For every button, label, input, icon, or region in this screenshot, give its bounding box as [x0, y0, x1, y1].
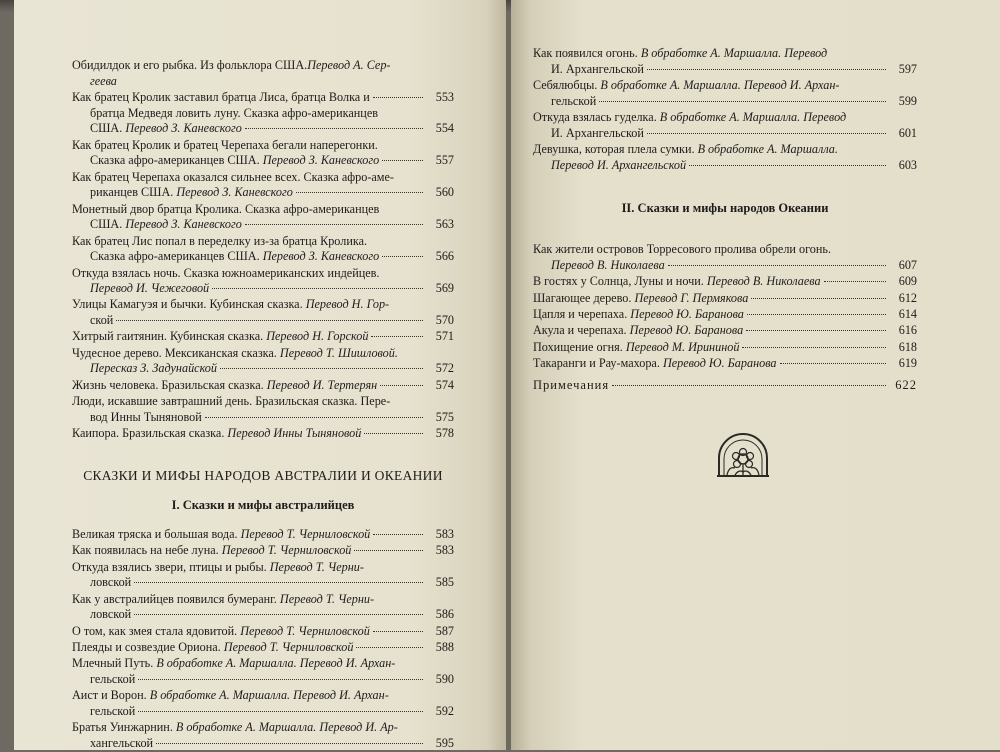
line-text: И. Архангельской: [551, 61, 644, 76]
line-text: Перевод В. Николаева: [551, 257, 665, 272]
entry-line: [533, 62, 917, 78]
entry-line: [72, 543, 454, 559]
page-number: 597: [898, 61, 917, 76]
line-text: Как братец Кролик заставил братца Лиса, братца Волка и: [72, 89, 370, 104]
page-number: 587: [435, 623, 454, 638]
leader-dots: [220, 368, 423, 369]
line-text: братца Медведя ловить луну. Сказка афро-американцев: [90, 105, 378, 120]
line-text: Как появилась на небе луна. Перевод Т. Черниловской: [72, 543, 352, 558]
leader-dots: [647, 133, 886, 134]
page-number: 588: [435, 639, 454, 654]
page-number: 616: [898, 323, 917, 338]
entry-line: [72, 138, 454, 154]
line-text: Сказка афро-американцев США. Перевод З. Каневского: [90, 249, 380, 264]
page-number: 601: [898, 125, 917, 140]
entry-line: [533, 126, 917, 142]
leader-dots: [382, 160, 423, 161]
leader-dots: [380, 385, 423, 386]
page-number: 566: [435, 249, 454, 264]
toc-entry[interactable]: [533, 242, 917, 273]
entry-line: [72, 736, 454, 752]
page-number: 560: [435, 185, 454, 200]
entry-line: [72, 153, 454, 169]
entry-line: [533, 78, 917, 94]
line-text: Шагающее дерево. Перевод Г. Пермякова: [533, 290, 749, 305]
left-toc: [72, 58, 454, 752]
entry-line: [72, 346, 454, 362]
page-number: 563: [435, 217, 454, 232]
entry-line: [72, 106, 454, 122]
toc-entry[interactable]: [72, 266, 454, 297]
line-text: И. Архангельской: [551, 125, 644, 140]
toc-entry[interactable]: [72, 329, 454, 345]
toc-entry[interactable]: [533, 323, 917, 339]
entry-line: [72, 90, 454, 106]
toc-entry[interactable]: [72, 527, 454, 543]
leader-dots: [212, 288, 423, 289]
entry-line: [72, 410, 454, 426]
line-text: Великая тряска и большая вода. Перевод Т. Черниловской: [72, 526, 371, 541]
line-text: О том, как змея стала ядовитой. Перевод Т. Черниловской: [72, 623, 370, 638]
toc-entry[interactable]: [72, 170, 454, 201]
ornament-icon: [715, 432, 771, 480]
toc-entry[interactable]: [533, 110, 917, 141]
line-text: Как братец Лис попал в переделку из-за братца Кролика.: [72, 233, 368, 248]
entry-line: [72, 361, 454, 377]
toc-entry[interactable]: [533, 46, 917, 77]
leader-dots: [382, 256, 423, 257]
entry-line: [72, 217, 454, 233]
entry-line: [72, 170, 454, 186]
right-page: [511, 0, 1000, 750]
notes-entry[interactable]: [533, 378, 917, 394]
entry-line: [533, 46, 917, 62]
line-text: Перевод И. Чежеговой: [90, 281, 210, 296]
toc-entry[interactable]: [533, 340, 917, 356]
entry-line: [72, 202, 454, 218]
toc-entry[interactable]: [72, 234, 454, 265]
page-number: 578: [435, 426, 454, 441]
line-text: гельской: [90, 671, 136, 686]
toc-entry[interactable]: [72, 426, 454, 442]
leader-dots: [116, 320, 423, 321]
entry-line: [72, 575, 454, 591]
page-number: 569: [435, 281, 454, 296]
line-text: Цапля и черепаха. Перевод Ю. Баранова: [533, 306, 744, 321]
toc-entry[interactable]: [72, 394, 454, 425]
subsection-title: II. Сказки и мифы народов Океании: [621, 201, 829, 216]
leader-dots: [742, 347, 886, 348]
entry-translator: геева: [90, 73, 117, 88]
entry-line: [533, 356, 917, 372]
leader-dots: [373, 631, 423, 632]
toc-entry[interactable]: [72, 378, 454, 394]
entry-line: [72, 297, 454, 313]
line-text: Как братец Черепаха оказался сильнее всех. Сказка афро-аме-: [72, 169, 394, 184]
line-text: ловской: [90, 575, 132, 590]
leader-dots: [599, 101, 886, 102]
leader-dots: [780, 363, 886, 364]
line-text: вод Инны Тыняновой: [90, 409, 202, 424]
line-text: риканцев США. Перевод З. Каневского: [90, 185, 293, 200]
entry-line: [72, 672, 454, 688]
page-number: 571: [435, 329, 454, 344]
line-text: Жизнь человека. Бразильская сказка. Перевод И. Тертерян: [72, 377, 378, 392]
line-text: Улицы Камагуэя и бычки. Кубинская сказка. Перевод Н. Гор-: [72, 297, 390, 312]
entry-line: [72, 592, 454, 608]
entry-line: [72, 378, 454, 394]
line-text: Сказка афро-американцев США. Перевод З. Каневского: [90, 153, 380, 168]
entry-line: [72, 185, 454, 201]
toc-entry[interactable]: [72, 688, 454, 719]
entry-line: [72, 426, 454, 442]
page-number: 570: [435, 313, 454, 328]
entry-line: [533, 274, 917, 290]
leader-dots: [647, 69, 886, 70]
line-text: Монетный двор братца Кролика. Сказка афро-американцев: [72, 201, 380, 216]
line-text: Акула и черепаха. Перевод Ю. Баранова: [533, 323, 744, 338]
leader-dots: [134, 582, 423, 583]
line-text: Люди, искавшие завтрашний день. Бразильская сказка. Пере-: [72, 394, 391, 409]
toc-entry[interactable]: [72, 656, 454, 687]
line-text: Похищение огня. Перевод М. Ирининой: [533, 339, 740, 354]
entry-line: [72, 74, 454, 90]
line-text: Хитрый гаитянин. Кубинская сказка. Перевод Н. Горской: [72, 329, 369, 344]
line-text: США. Перевод З. Каневского: [90, 121, 242, 136]
toc-entry[interactable]: [72, 202, 454, 233]
subsection-title: I. Сказки и мифы австралийцев: [171, 497, 355, 512]
entry-line: [72, 329, 454, 345]
entry-line: [533, 291, 917, 307]
entry-line: [72, 624, 454, 640]
entry-line: [533, 307, 917, 323]
entry-line: [533, 94, 917, 110]
entry-translator: Перевод А. Сер-: [307, 58, 391, 72]
line-text: Как жители островов Торресового пролива обрели огонь.: [533, 242, 831, 257]
line-text: Откуда взялась ночь. Сказка южноамериканских индейцев.: [72, 265, 380, 280]
line-text: Плеяды и созвездие Ориона. Перевод Т. Черниловской: [72, 639, 354, 654]
line-text: Примечания: [533, 377, 610, 392]
page-number: 572: [435, 361, 454, 376]
toc-entry[interactable]: [72, 592, 454, 623]
line-text: Девушка, которая плела сумки. В обработке А. Маршалла.: [533, 141, 838, 156]
leader-dots: [747, 314, 886, 315]
toc-entry[interactable]: [72, 624, 454, 640]
entry-line: [72, 234, 454, 250]
toc-entry[interactable]: [533, 356, 917, 372]
entry-title: Обидилдок и его рыбка. Из фольклора США.: [72, 58, 308, 72]
line-text: Откуда взялись звери, птицы и рыбы. Перевод Т. Черни-: [72, 559, 364, 574]
leader-dots: [612, 385, 886, 386]
line-text: Каипора. Бразильская сказка. Перевод Инны Тыняновой: [72, 426, 362, 441]
section-title: СКАЗКИ И МИФЫ НАРОДОВ АВСТРАЛИИ И ОКЕАНИИ: [83, 467, 443, 483]
line-text: Аист и Ворон. В обработке А. Маршалла. Перевод И. Архан-: [72, 688, 389, 703]
page-number: 575: [435, 409, 454, 424]
page-number: 603: [898, 157, 917, 172]
page-number: 554: [435, 121, 454, 136]
line-text: Перевод И. Архангельской: [551, 157, 687, 172]
leader-dots: [373, 97, 423, 98]
page-number: 592: [435, 703, 454, 718]
page-number: 607: [898, 257, 917, 272]
page-number: 619: [898, 356, 917, 371]
line-text: хангельской: [90, 735, 154, 750]
line-text: Откуда взялась гуделка. В обработке А. Маршалла. Перевод: [533, 109, 847, 124]
leader-dots: [156, 743, 423, 744]
line-text: Братья Уинжарнин. В обработке А. Маршалла. Перевод И. Ар-: [72, 720, 398, 735]
line-text: Чудесное дерево. Мексиканская сказка. Перевод Т. Шишловой.: [72, 345, 398, 360]
page-number: 618: [898, 339, 917, 354]
toc-entry[interactable]: [72, 720, 454, 751]
entry-line: [533, 110, 917, 126]
entry-line: [533, 158, 917, 174]
right-toc: [533, 46, 917, 394]
toc-entry[interactable]: [533, 142, 917, 173]
leader-dots: [751, 298, 886, 299]
leader-dots: [746, 330, 886, 331]
toc-entry[interactable]: [533, 307, 917, 323]
toc-entry[interactable]: [72, 138, 454, 169]
line-text: ской: [90, 313, 114, 328]
line-text: Такаранги и Рау-махора. Перевод Ю. Баранова: [533, 356, 777, 371]
entry-line: [533, 378, 917, 394]
entry-line: [72, 249, 454, 265]
leader-dots: [296, 192, 423, 193]
entry-line: [72, 656, 454, 672]
leader-dots: [205, 417, 423, 418]
leader-dots: [668, 265, 886, 266]
leader-dots: [134, 614, 423, 615]
page-number: 599: [898, 93, 917, 108]
leader-dots: [356, 647, 423, 648]
entry-line: [72, 527, 454, 543]
line-text: гельской: [90, 703, 136, 718]
leader-dots: [245, 224, 423, 225]
page-number: 612: [898, 290, 917, 305]
toc-entry[interactable]: [72, 90, 454, 137]
line-text: В гостях у Солнца, Луны и ночи. Перевод В. Николаева: [533, 274, 821, 289]
line-text: Млечный Путь. В обработке А. Маршалла. Перевод И. Архан-: [72, 656, 396, 671]
page-number: 583: [435, 543, 454, 558]
line-text: США. Перевод З. Каневского: [90, 217, 242, 232]
page-number: 557: [435, 153, 454, 168]
leader-dots: [354, 550, 423, 551]
toc-entry[interactable]: [72, 640, 454, 656]
line-text: Пересказ З. Задунайской: [90, 361, 217, 376]
line-text: ловской: [90, 607, 132, 622]
page-number: 574: [435, 377, 454, 392]
toc-entry[interactable]: [72, 543, 454, 559]
leader-dots: [138, 679, 423, 680]
toc-entry[interactable]: [533, 274, 917, 290]
entry-line: [533, 242, 917, 258]
toc-entry[interactable]: [533, 291, 917, 307]
entry-line: [72, 607, 454, 623]
entry-line: [72, 640, 454, 656]
line-text: Как у австралийцев появился бумеранг. Перевод Т. Черни-: [72, 591, 375, 606]
entry-line: [72, 281, 454, 297]
toc-entry[interactable]: [72, 58, 454, 89]
leader-dots: [373, 534, 423, 535]
leader-dots: [138, 711, 423, 712]
page-number: 583: [435, 526, 454, 541]
entry-line: [533, 258, 917, 274]
page-number: 614: [898, 306, 917, 321]
entry-line: [533, 340, 917, 356]
page-number: 590: [435, 671, 454, 686]
leader-dots: [371, 336, 423, 337]
left-page: [14, 0, 506, 750]
leader-dots: [824, 281, 886, 282]
entry-line: [72, 58, 454, 74]
line-text: гельской: [551, 93, 597, 108]
line-text: Себялюбцы. В обработке А. Маршалла. Перевод И. Архан-: [533, 77, 840, 92]
page-number: 622: [895, 377, 917, 392]
page-number: 553: [435, 89, 454, 104]
leader-dots: [364, 433, 423, 434]
entry-line: [533, 323, 917, 339]
page-number: 595: [435, 735, 454, 750]
toc-entry[interactable]: [72, 297, 454, 328]
entry-line: [533, 142, 917, 158]
leader-dots: [245, 128, 423, 129]
page-number: 586: [435, 607, 454, 622]
line-text: Как братец Кролик и братец Черепаха бегали наперегонки.: [72, 137, 378, 152]
entry-line: [72, 688, 454, 704]
entry-line: [72, 560, 454, 576]
entry-line: [72, 121, 454, 137]
toc-entry[interactable]: [72, 346, 454, 377]
entry-line: [72, 266, 454, 282]
entry-line: [72, 313, 454, 329]
toc-entry[interactable]: [533, 78, 917, 109]
entry-line: [72, 704, 454, 720]
toc-entry[interactable]: [72, 560, 454, 591]
page-number: 585: [435, 575, 454, 590]
leader-dots: [689, 165, 886, 166]
line-text: Как появился огонь. В обработке А. Маршалла. Перевод: [533, 46, 828, 60]
entry-line: [72, 394, 454, 410]
page-number: 609: [898, 274, 917, 289]
entry-line: [72, 720, 454, 736]
